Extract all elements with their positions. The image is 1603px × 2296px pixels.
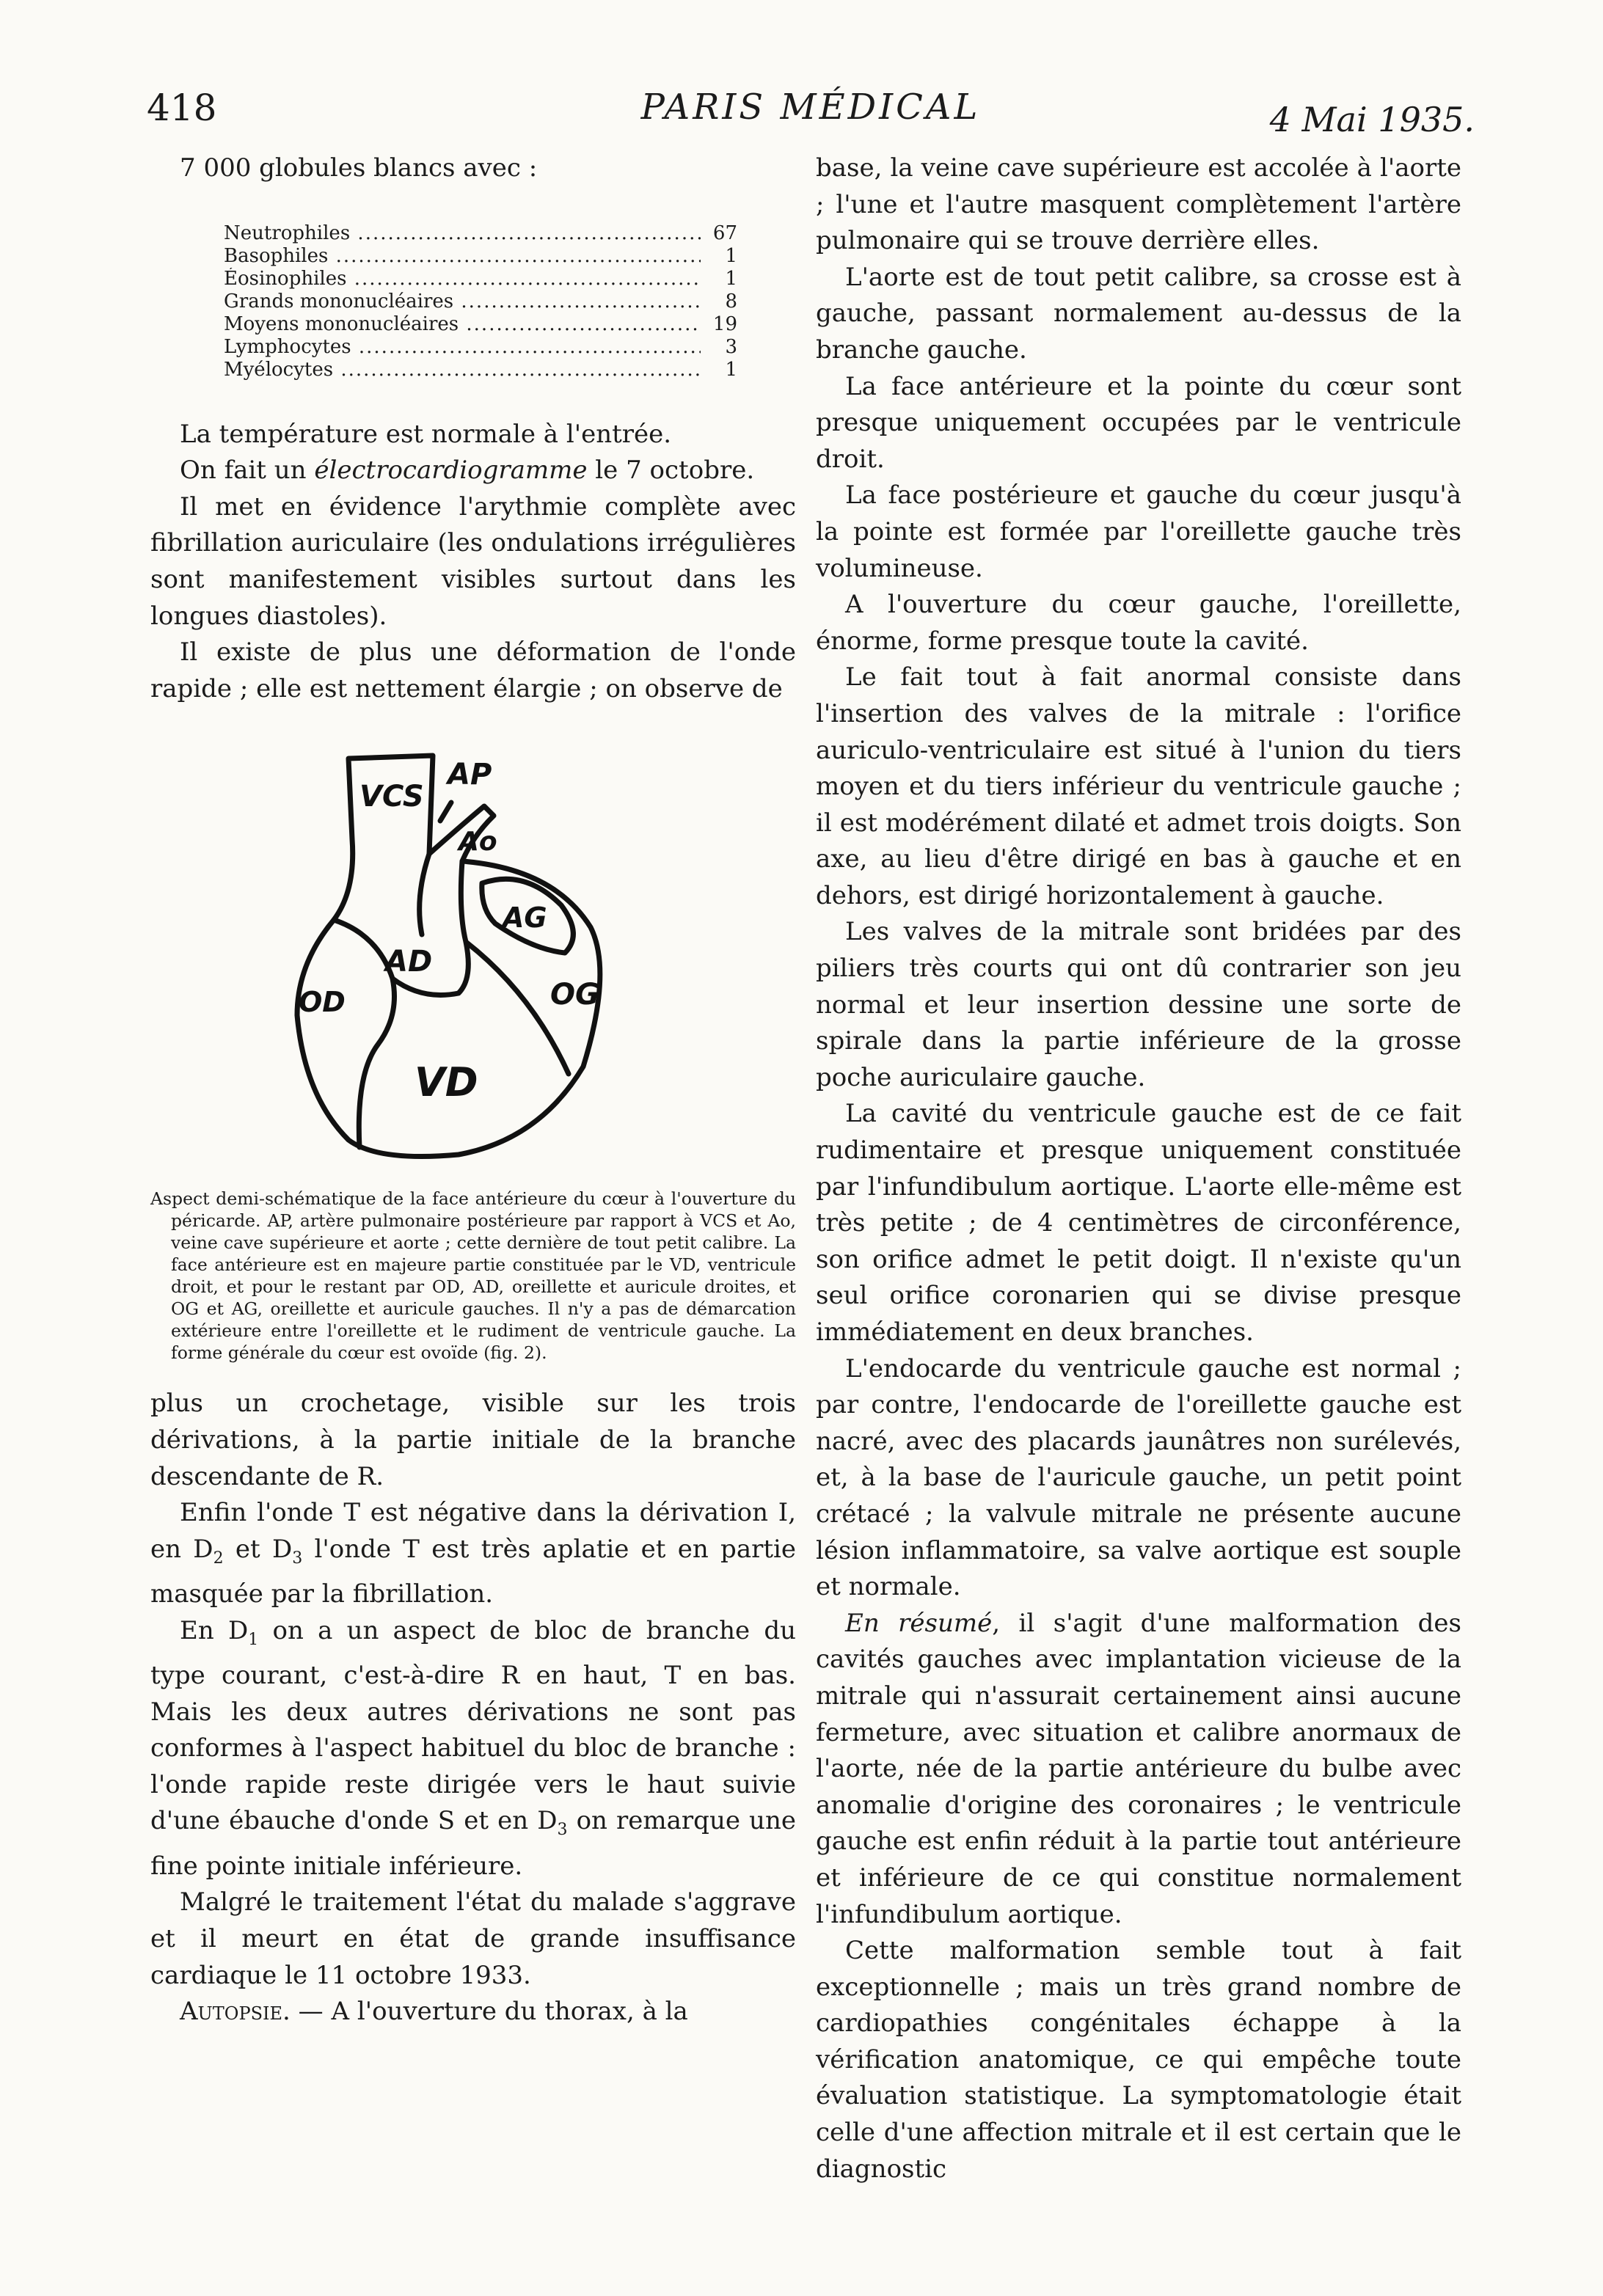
- blood-count-row: [224, 336, 737, 359]
- figure-caption: Aspect demi-schématique de la face antérieure du cœur à l'ouverture du péricarde. AP, artère pulmonaire postérieure par rapport à VCS et Ao, veine cave supérieure et aorte ; cette dernière de tout petit calibre. La face antérieure est en majeure partie constituée par le VD, ventricule droit, et pour le restant par OD, AD, oreillette et auricule droites, et OG et AG, oreillette et auricule gauches. Il n'y a pas de démarcation extérieure entre l'oreillette et le rudiment de ventricule gauche. La forme générale du cœur est ovoïde (fig. 2).: [150, 1188, 796, 1364]
- paragraph: On fait un électrocardiogramme le 7 octobre.: [180, 456, 755, 486]
- journal-title: PARIS MÉDICAL: [640, 87, 981, 128]
- paragraph: En $D_1$ on a un aspect de bloc de branche du type courant, c'est-à-dire R en haut, T en bas. Mais les deux autres dérivations ne sont pas conformes à l'aspect habituel du bloc de branche : l'onde rapide reste dirigée vers le haut suivie d'une ébauche d'onde S et en $D_3$ on remarque une fine pointe initiale inférieure.: [150, 1615, 796, 1881]
- paragraph: Autopsie. — A l'ouverture du thorax, à la: [180, 1997, 688, 2027]
- blood-count-name: Myélocytes .....: [224, 359, 701, 381]
- blood-count-name: Moyens mononucléaires .....: [224, 313, 701, 336]
- blood-intro: 7 000 globules blancs avec :: [180, 153, 538, 183]
- blood-count-value: 8: [725, 290, 737, 312]
- paragraph: Malgré le traitement l'état du malade s'aggrave et il meurt en état de grande insuffisance cardiaque le 11 octobre 1933.: [150, 1887, 796, 1990]
- label-ag: AG: [503, 902, 547, 935]
- heart-figure: [150, 751, 796, 1166]
- blood-count-value: 19: [712, 312, 737, 335]
- blood-count-value: 3: [725, 335, 737, 358]
- right-column: [816, 150, 1461, 2187]
- page-number: 418: [147, 87, 217, 129]
- blood-count-row: [224, 245, 737, 268]
- paragraph: En résumé, il s'agit d'une malformation des cavités gauches avec implantation vicieuse de la mitrale qui n'assurait certainement ainsi aucune fermeture, avec situation et calibre anormaux de l'aorte, née de la partie antérieure du bulbe avec anomalie d'origine des coronaires ; le ventricule gauche est enfin réduit à la partie tout antérieure et inférieure de ce qui constitue normalement l'infundibulum aortique.: [816, 1608, 1461, 1929]
- paragraph: L'endocarde du ventricule gauche est normal ; par contre, l'endocarde de l'oreillette gauche est nacré, avec des placards jaunâtres non surélevés, et, à la base de l'auricule gauche, un petit point crétacé ; la valvule mitrale ne présente aucune lésion inflammatoire, sa valve aortique est souple et normale.: [816, 1353, 1461, 1602]
- label-ad: AD: [385, 945, 433, 979]
- blood-count-value: 1: [725, 244, 737, 267]
- paragraph: Le fait tout à fait anormal consiste dans l'insertion des valves de la mitrale : l'orifice auriculo-ventriculaire est situé à l'union du tiers moyen et du tiers inférieur du ventricule gauche ; il est modérément dilaté et admet trois doigts. Son axe, au lieu d'être dirigé en bas à gauche et en dehors, est dirigé horizontalement à gauche.: [816, 662, 1461, 910]
- blood-count-row: [224, 313, 737, 336]
- paragraph: plus un crochetage, visible sur les trois dérivations, à la partie initiale de la branche descendante de R.: [150, 1389, 796, 1491]
- blood-count-name: Grands mononucléaires .....: [224, 290, 701, 313]
- blood-count-row: [224, 222, 737, 245]
- heart-diagram: [290, 751, 613, 1166]
- paragraph: Il met en évidence l'arythmie complète avec fibrillation auriculaire (les ondulations irrégulières sont manifestement visibles surtout dans les longues diastoles).: [150, 491, 796, 631]
- label-vd: VD: [415, 1059, 478, 1106]
- paragraph: L'aorte est de tout petit calibre, sa crosse est à gauche, passant normalement au-dessus de la branche gauche.: [816, 262, 1461, 365]
- blood-count-value: 1: [725, 358, 737, 381]
- blood-count-name: Éosinophiles .....: [224, 268, 701, 290]
- paragraph: Il existe de plus une déformation de l'onde rapide ; elle est nettement élargie ; on observe de: [150, 637, 796, 703]
- paragraph: Cette malformation semble tout à fait exceptionnelle ; mais un très grand nombre de cardiopathies congénitales échappe à la vérification anatomique, ce qui empêche toute évaluation statistique. La symptomatologie était celle d'une affection mitrale et il est certain que le diagnostic: [816, 1936, 1461, 2184]
- page-header: [147, 87, 1475, 145]
- label-og: OG: [550, 978, 599, 1012]
- label-ap: AP: [448, 758, 492, 792]
- blood-count-name: Neutrophiles .....: [224, 222, 701, 245]
- paragraph: La face postérieure et gauche du cœur jusqu'à la pointe est formée par l'oreillette gauche très volumineuse.: [816, 480, 1461, 583]
- blood-count-row: [224, 359, 737, 381]
- paragraph: base, la veine cave supérieure est accolée à l'aorte ; l'une et l'autre masquent complètement l'artère pulmonaire qui se trouve derrière elles.: [816, 153, 1461, 256]
- left-column: [150, 150, 796, 2030]
- blood-count-row: [224, 290, 737, 313]
- paragraph: Les valves de la mitrale sont bridées par des piliers très courts qui ont dû contrarier son jeu normal et leur insertion dessine une sorte de spirale dans la partie inférieure de la grosse poche auriculaire gauche.: [816, 917, 1461, 1092]
- paragraph: A l'ouverture du cœur gauche, l'oreillette, énorme, forme presque toute la cavité.: [816, 590, 1461, 656]
- paragraph: La cavité du ventricule gauche est de ce fait rudimentaire et presque uniquement constituée par l'infundibulum aortique. L'aorte elle-même est très petite ; de 4 centimètres de circonférence, son orifice admet le petit doigt. Il n'existe qu'un seul orifice coronarien qui se divise presque immédiatement en deux branches.: [816, 1099, 1461, 1347]
- blood-count-name: Lymphocytes .....: [224, 336, 701, 359]
- blood-count-row: [224, 268, 737, 290]
- label-vcs: VCS: [359, 780, 424, 814]
- blood-count-value: 1: [725, 267, 737, 290]
- label-ao: Ao: [459, 827, 497, 858]
- blood-count-value: 67: [712, 222, 737, 244]
- paragraph: La température est normale à l'entrée.: [180, 419, 672, 449]
- issue-date: 4 Mai 1935.: [1269, 100, 1475, 139]
- blood-count-name: Basophiles .....: [224, 245, 701, 268]
- label-od: OD: [299, 986, 346, 1019]
- paragraph: La face antérieure et la pointe du cœur sont presque uniquement occupées par le ventricule droit.: [816, 371, 1461, 474]
- blood-count-table: [224, 222, 737, 381]
- paragraph: Enfin l'onde T est négative dans la dérivation I, en $D_2$ et $D_3$ l'onde T est très aplatie et en partie masquée par la fibrillation.: [150, 1498, 796, 1609]
